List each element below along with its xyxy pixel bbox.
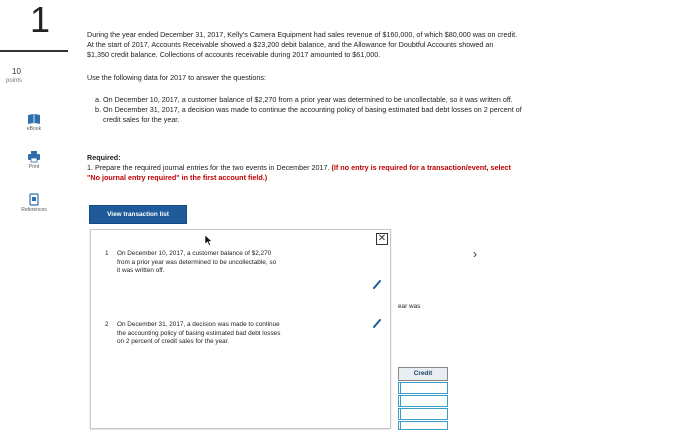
ebook-label: eBook (26, 126, 42, 132)
transaction-description: On December 10, 2017, a customer balance of $2,270 from a prior year was determined to be uncollectable, so it was written off. (117, 250, 277, 274)
references-icon (28, 193, 40, 206)
print-label: Print (28, 164, 40, 170)
chevron-right-icon[interactable]: › (473, 247, 477, 261)
intro-line-3: $1,350 credit balance. Collections of accounts receivable during 2017 amounted to $61,000. (87, 50, 381, 59)
view-transaction-list-button[interactable]: View transaction list (89, 205, 187, 224)
credit-input[interactable] (398, 382, 448, 394)
question-number: 1 (30, 0, 51, 40)
intro-line-2: At the start of 2017, Accounts Receivable showed a $23,200 debit balance, and the Allowance for Doubtful Accounts showed an (87, 40, 494, 49)
transaction-description: On December 31, 2017, a decision was made to continue the accounting policy of basing estimated bad debt losses on 2 percent of credit sales for the year. (117, 321, 281, 345)
event-b-text-2: credit sales for the year. (103, 115, 180, 124)
edit-pencil-icon[interactable] (372, 318, 382, 328)
credit-input[interactable] (398, 395, 448, 407)
credit-column-header: Credit (398, 367, 448, 381)
intro-line-1: During the year ended December 31, 2017, Kelly's Camera Equipment had sales revenue of $160,000, of which $80,000 was on credit. (87, 30, 518, 39)
required-note-1: (If no entry is required for a transaction/event, select (331, 163, 511, 172)
transaction-item[interactable] (105, 250, 365, 280)
edit-pencil-icon[interactable] (372, 279, 382, 289)
print-icon (27, 150, 41, 163)
use-data-text: Use the following data for 2017 to answer the questions: (87, 73, 266, 82)
references-button[interactable] (4, 193, 64, 213)
credit-input[interactable] (398, 408, 448, 420)
transaction-number: 1 (105, 250, 109, 257)
required-note-2: "No journal entry required" in the first account field.) (87, 173, 268, 182)
required-heading: Required: (87, 153, 121, 162)
event-b-text-1: On December 31, 2017, a decision was made to continue the accounting policy of basing estimated bad debt losses on 2 percent of (103, 105, 522, 114)
credit-input[interactable] (398, 421, 448, 430)
transaction-item[interactable] (105, 321, 365, 351)
required-instructions (87, 163, 687, 183)
event-b-marker: b. (95, 105, 101, 114)
ebook-button[interactable] (4, 113, 64, 132)
mouse-cursor-icon (205, 235, 213, 246)
event-a-text: On December 10, 2017, a customer balance of $2,270 from a prior year was determined to be uncollectable, so it was written off. (103, 95, 513, 104)
close-icon[interactable]: ✕ (377, 233, 387, 244)
ebook-icon (27, 113, 41, 125)
required-text: 1. Prepare the required journal entries for the two events in December 2017. (87, 163, 330, 172)
print-button[interactable] (4, 150, 64, 170)
points-label: points (6, 78, 23, 84)
question-number-underline (0, 50, 68, 52)
event-a-marker: a. (95, 95, 101, 104)
event-b (95, 105, 685, 115)
transaction-number: 2 (105, 321, 109, 328)
event-b-cont (95, 115, 685, 125)
obscured-text-fragment: ear was (398, 303, 421, 310)
references-label: References (21, 207, 47, 213)
points-value: 10 (12, 67, 21, 76)
event-a (95, 95, 685, 105)
